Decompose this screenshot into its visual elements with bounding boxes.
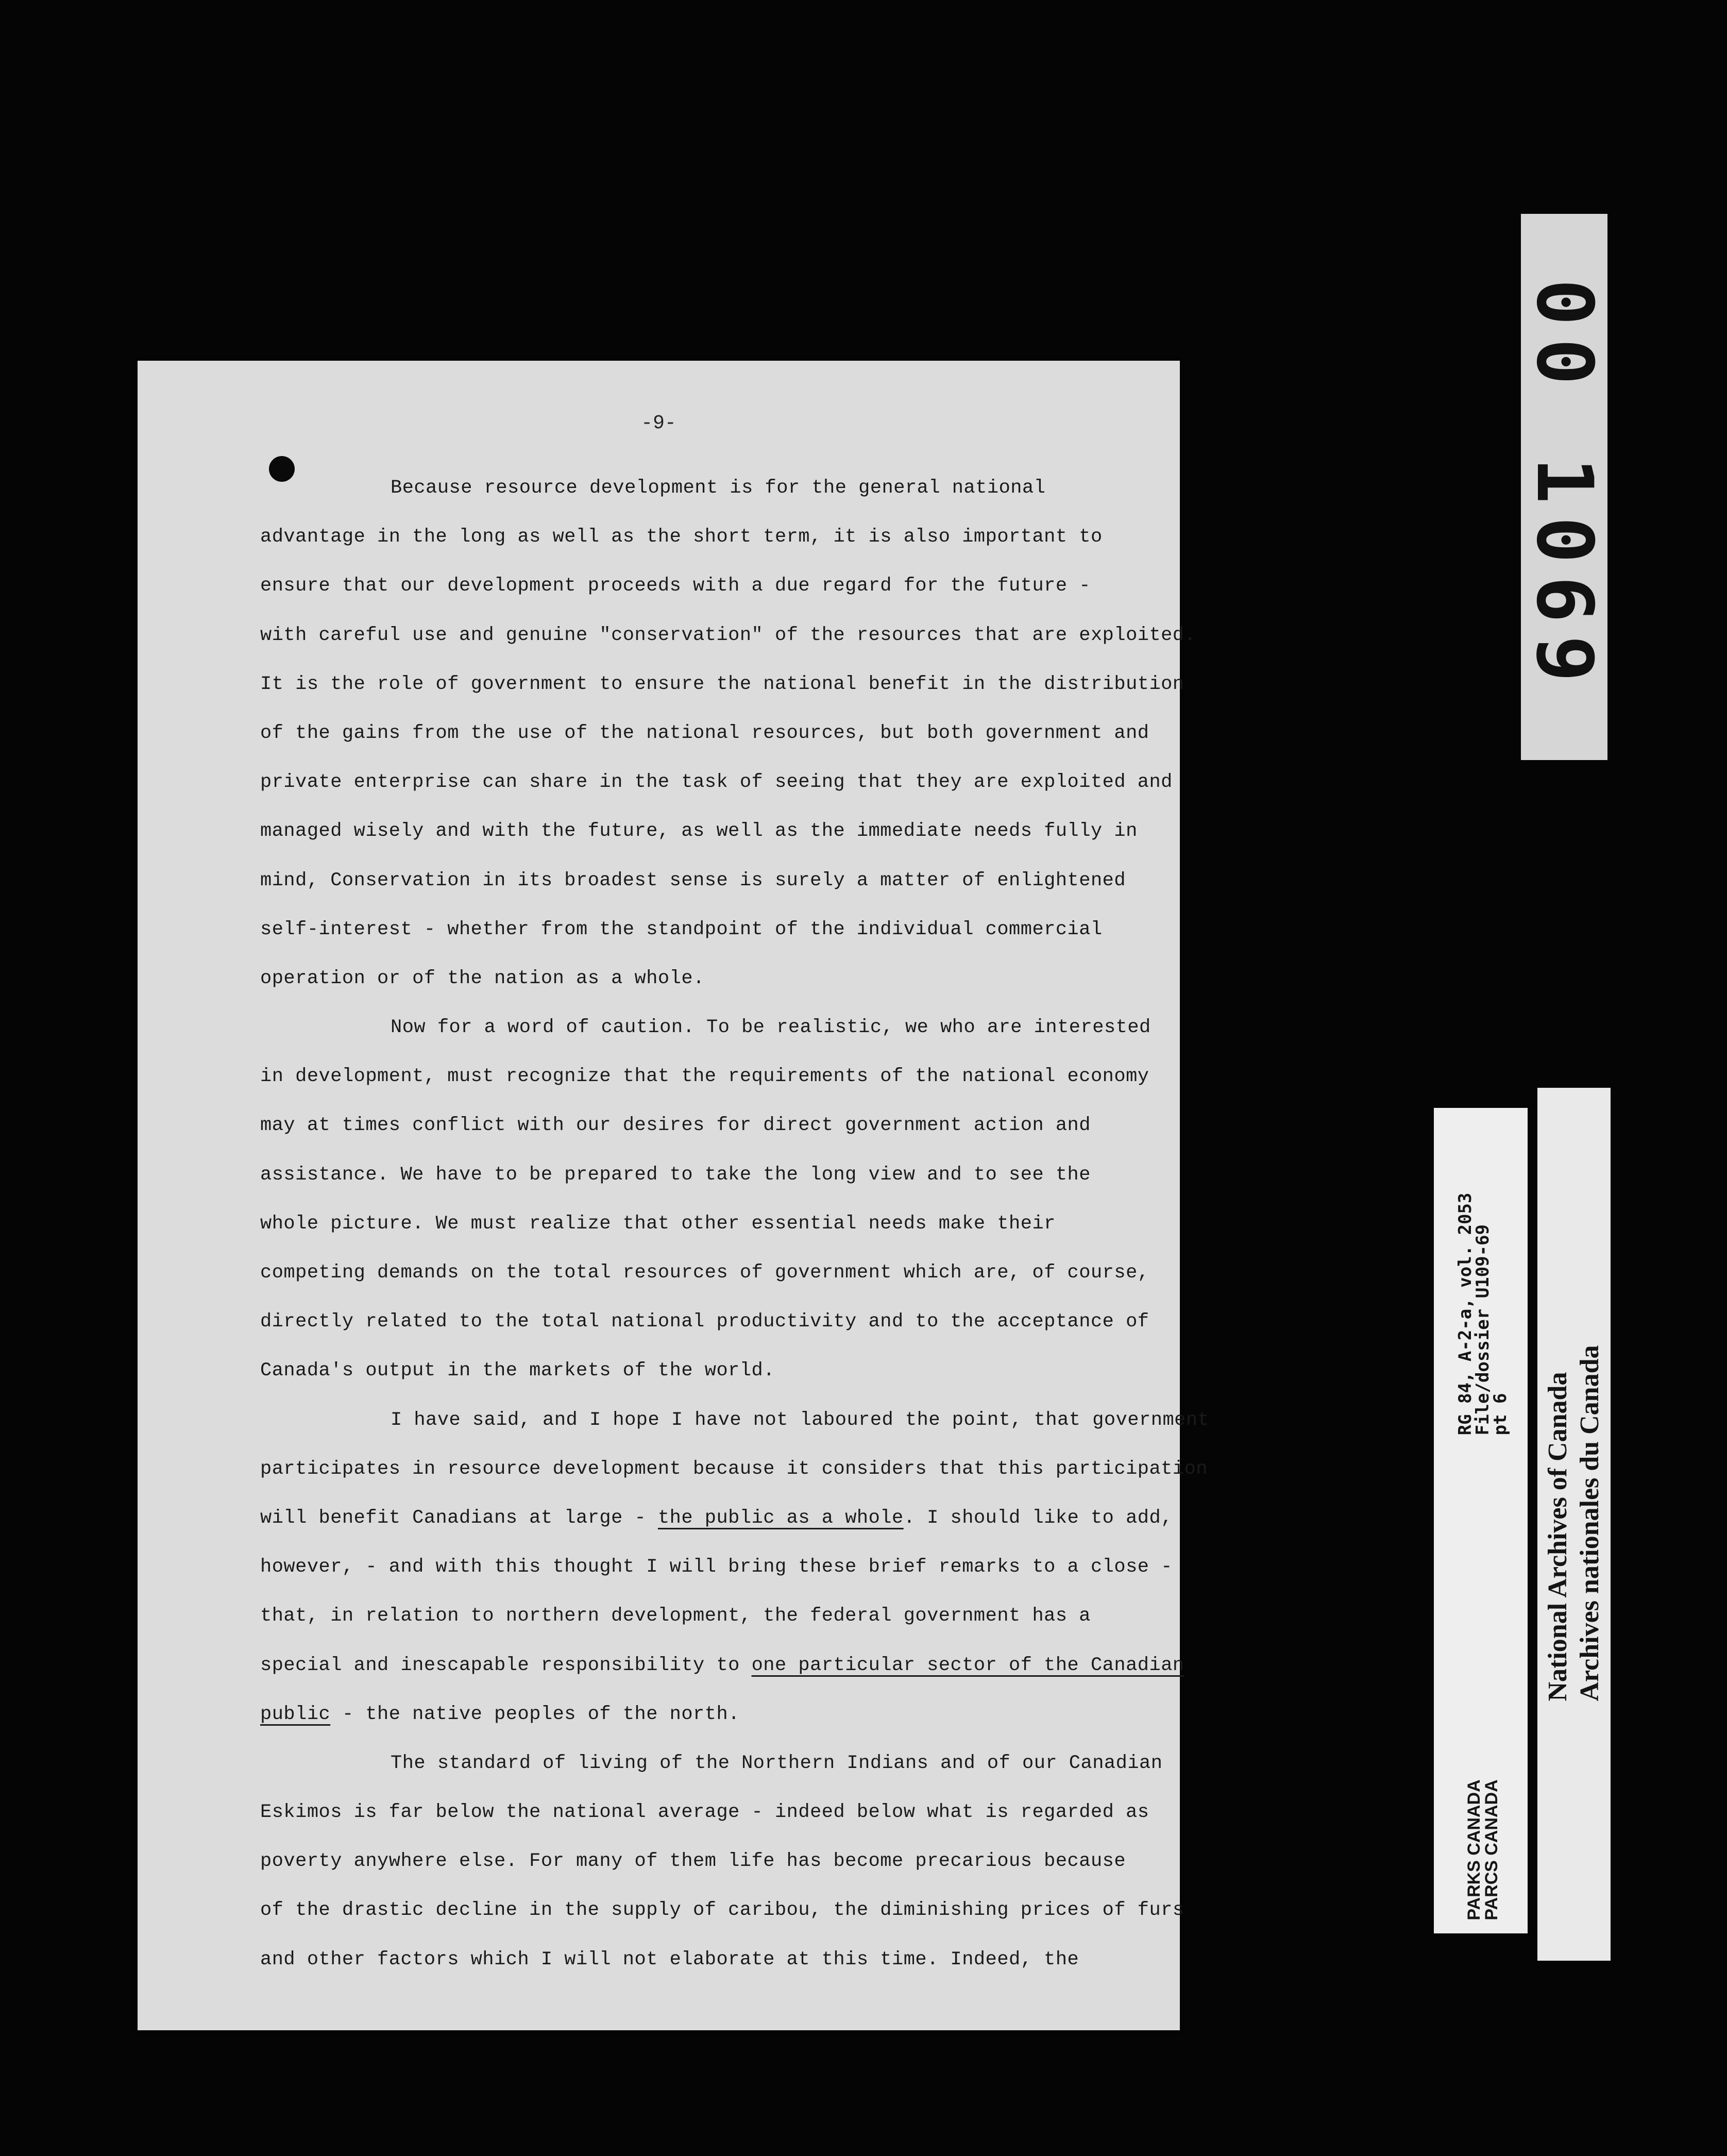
text-line: in development, must recognize that the requirements of the national economy — [260, 1066, 1149, 1088]
text-line: may at times conflict with our desires for direct government action and — [260, 1115, 1091, 1137]
reference-citation — [1457, 1193, 1509, 1436]
archives-label — [1537, 1088, 1611, 1961]
text-line: directly related to the total national productivity and to the acceptance of — [260, 1311, 1149, 1333]
text-line — [260, 1641, 1184, 1690]
organization-name — [1465, 1779, 1500, 1920]
text-line — [260, 1690, 1172, 1739]
text-segment: special and inescapable responsibility to — [260, 1654, 752, 1676]
reference-line-1: RG 84, A-2-a, vol. 2053 — [1455, 1192, 1476, 1436]
text-line: assistance. We have to be prepared to take the long view and to see the — [260, 1164, 1091, 1186]
frame-counter-number: 00 1069 — [1519, 279, 1609, 695]
text-line: of the drastic decline in the supply of caribou, the diminishing prices of furs — [260, 1899, 1184, 1922]
text-line: and other factors which I will not elaborate at this time. Indeed, the — [260, 1948, 1079, 1970]
text-line: participates in resource development because it considers that this participation — [260, 1458, 1208, 1480]
reference-line-2: File/dossier U109-69 — [1472, 1224, 1493, 1436]
underlined-text: public — [260, 1703, 331, 1725]
archives-name-en: National Archives of Canada — [1543, 1372, 1572, 1702]
text-line: Eskimos is far below the national average - indeed below what is regarded as — [260, 1801, 1149, 1824]
text-line: Canada's output in the markets of the world. — [260, 1360, 775, 1382]
text-line: self-interest - whether from the standpoint of the individual commercial — [260, 918, 1103, 940]
text-line: advantage in the long as well as the short term, it is also important to — [260, 526, 1103, 548]
text-line: private enterprise can share in the task of seeing that they are exploited and — [260, 771, 1173, 794]
page-number: -9- — [641, 412, 676, 434]
archives-name-fr: Archives nationales du Canada — [1575, 1345, 1604, 1702]
text-line: It is the role of government to ensure the national benefit in the distribution — [260, 673, 1184, 695]
frame-counter-strip — [1521, 214, 1607, 760]
text-line: poverty anywhere else. For many of them life has become precarious because — [260, 1850, 1126, 1873]
text-segment: will benefit Canadians at large - — [260, 1507, 658, 1529]
document-page — [138, 361, 1210, 2030]
text-line: Now for a word of caution. To be realistic, we who are interested — [391, 1017, 1151, 1039]
text-line — [260, 1494, 1172, 1543]
text-line: whole picture. We must realize that other essential needs make their — [260, 1212, 1056, 1235]
body-text — [260, 464, 1210, 1984]
text-line: with careful use and genuine "conservation" of the resources that are exploited. — [260, 624, 1196, 646]
reference-label — [1434, 1108, 1528, 1933]
text-line: of the gains from the use of the national resources, but both government and — [260, 722, 1149, 744]
text-line: mind, Conservation in its broadest sense is surely a matter of enlightened — [260, 869, 1126, 891]
text-segment: . I should like to add, — [903, 1507, 1173, 1529]
reference-line-3: pt 6 — [1490, 1393, 1511, 1436]
organization-fr: PARCS CANADA — [1482, 1779, 1501, 1921]
organization-en: PARKS CANADA — [1464, 1779, 1484, 1921]
text-line: The standard of living of the Northern Indians and of our Canadian — [391, 1752, 1163, 1774]
underlined-text: one particular sector of the Canadian — [751, 1654, 1184, 1676]
text-line: Because resource development is for the general national — [391, 477, 1046, 499]
text-line: that, in relation to northern development, the federal government has a — [260, 1605, 1091, 1627]
archives-name — [1542, 1345, 1606, 1701]
text-line: ensure that our development proceeds with a due regard for the future - — [260, 575, 1091, 597]
text-line: however, - and with this thought I will bring these brief remarks to a close - — [260, 1556, 1173, 1578]
underlined-text: the public as a whole — [657, 1507, 904, 1529]
text-line: competing demands on the total resources of government which are, of course, — [260, 1262, 1149, 1284]
text-segment: - the native peoples of the north. — [330, 1703, 740, 1725]
text-line: managed wisely and with the future, as well as the immediate needs fully in — [260, 820, 1138, 843]
text-line: operation or of the nation as a whole. — [260, 967, 705, 989]
text-line: I have said, and I hope I have not laboured the point, that government — [391, 1409, 1210, 1431]
